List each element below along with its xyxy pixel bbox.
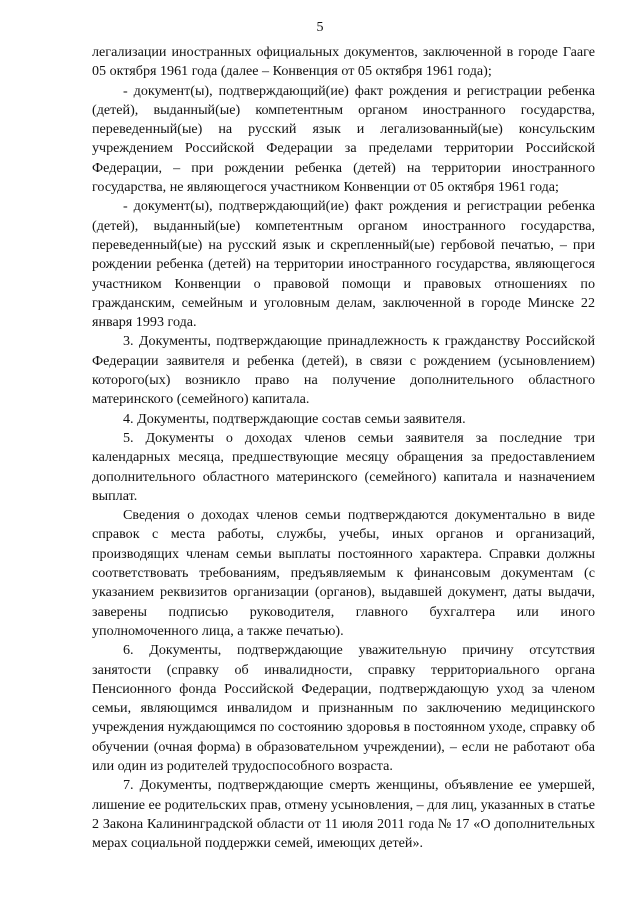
paragraph-income-certificates: Сведения о доходах членов семьи подтверждаются документально в виде справок с места работы, службы, учебы, иных органов и организаций, производящих членам семьи выплаты постоянного характера. Справки должны соответствовать требованиям, предъявляемым к финансовым документам (с указанием реквизитов организации (органов), выдавшей документ, даты выдачи, заверены подписью руководителя, главного бухгалтера или иного уполномоченного лица, а также печатью).: [92, 507, 595, 639]
paragraph-convention-continuation: легализации иностранных официальных документов, заключенной в городе Гааге 05 октября 1961 года (далее – Конвенция от 05 октября 1961 года);: [92, 44, 595, 80]
paragraph-item-6-unemployment-reason: 6. Документы, подтверждающие уважительную причину отсутствия занятости (справку об инвалидности, справку территориального органа Пенсионного фонда Российской Федерации, подтверждающую уход за членом семьи, являющимся инвалидом и признанным по заключению медицинского учреждения нуждающимся по состоянию здоровья в постоянном уходе, справку об обучении (очная форма) в образовательном учреждении), – если не работают оба или один из родителей трудоспособного возраста.: [92, 642, 595, 774]
paragraph-item-4-family-composition: 4. Документы, подтверждающие состав семьи заявителя.: [123, 410, 466, 427]
page-number: 5: [316, 20, 324, 35]
paragraph-item-5-income-documents: 5. Документы о доходах членов семьи заявителя за последние три календарных месяца, предшествующие месяцу обращения за предоставлением дополнительного областного материнского (семейного) капитала и назначением выплат.: [92, 429, 595, 504]
document-body: [92, 43, 595, 853]
paragraph-item-7-death-documents: 7. Документы, подтверждающие смерть женщины, объявление ее умершей, лишение ее родительских прав, отмену усыновления, – для лиц, указанных в статье 2 Закона Калининградской области от 11 июля 2011 года № 17 «О дополнительных мерах социальной поддержки семей, имеющих детей».: [92, 777, 595, 852]
paragraph-item-3-citizenship: 3. Документы, подтверждающие принадлежность к гражданству Российской Федерации заявителя и ребенка (детей), в связи с рождением (усыновлением) которого(ых) возникло право на получение дополнительного областного материнского (семейного) капитала.: [92, 333, 595, 408]
paragraph-birth-document-minsk-convention: - документ(ы), подтверждающий(ие) факт рождения и регистрации ребенка (детей), выданный(ые) компетентным органом иностранного государства, переведенный(ые) на русский язык и скрепленный(ые) гербовой печатью, – при рождении ребенка (детей) на территории иностранного государства, являющегося участником Конвенции о правовой помощи и правовых отношениях по гражданским, семейным и уголовным делам, заключенной в городе Минске 22 января 1993 года.: [92, 198, 595, 331]
paragraph-birth-document-non-member: - документ(ы), подтверждающий(ие) факт рождения и регистрации ребенка (детей), выданный(ые) компетентным органом иностранного государства, переведенный(ые) на русский язык и легализованный(ые) консульским учреждением Российской Федерации за пределами территории Российской Федерации, – при рождении ребенка (детей) на территории иностранного государства, не являющегося участником Конвенции от 05 октября 1961 года;: [92, 82, 595, 196]
